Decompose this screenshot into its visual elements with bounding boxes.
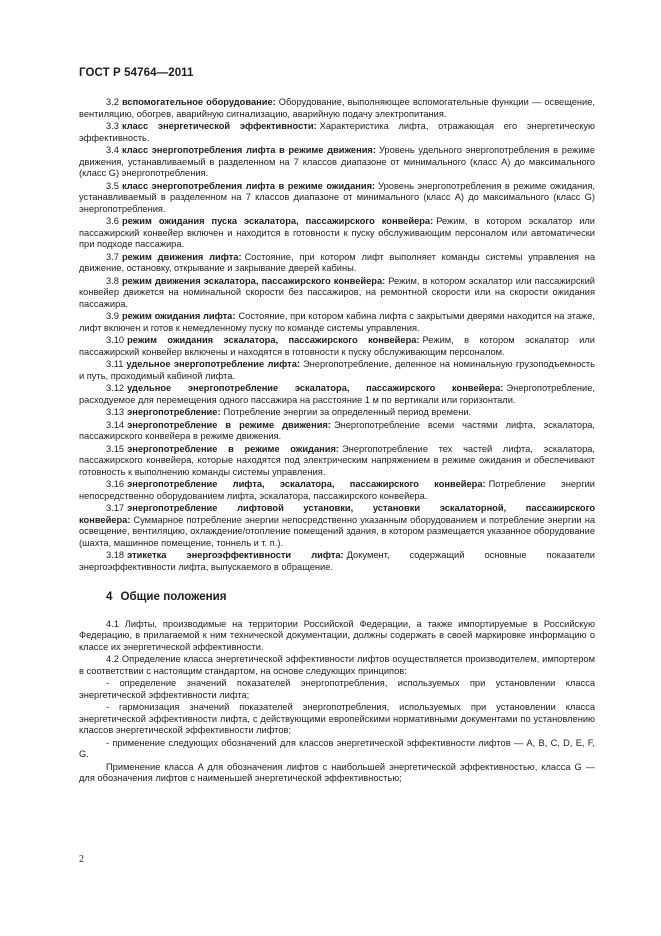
- definition-term: режим движения эскалатора, пассажирского конвейера:: [121, 275, 386, 286]
- definition-number: 3.7: [106, 251, 119, 262]
- definition-text: Режим, в котором эскалатор или пассажирский конвейер движется на номинальной скорости без пассажиров, на ремонтной скорости или на скорости ожидания пассажира.: [79, 275, 596, 309]
- definition-number: 3.18: [106, 550, 125, 560]
- definition-paragraph: [79, 121, 595, 144]
- definition-term: энергопотребление:: [127, 407, 221, 417]
- definition-text: Уровень энергопотребления в режиме ожидания, устанавливаемый в разделенном на 7 классов диапазоне от минимального (класс A) до максимального (класс G) энергопотребления.: [79, 180, 595, 214]
- definition-paragraph: [79, 420, 595, 443]
- section-paragraph: - определение значений показателей энергопотребления, используемых при установлении класса энергетической эффективности лифта;: [79, 678, 595, 700]
- definition-term: вспомогательное оборудование:: [121, 97, 276, 107]
- definition-number: 3.8: [106, 275, 119, 286]
- definition-number: 3.6: [106, 216, 119, 226]
- definition-term: удельное энергопотребление эскалатора, пассажирского конвейера:: [127, 383, 504, 393]
- definition-paragraph: [79, 479, 595, 502]
- definition-term: класс энергопотребления лифта в режиме ожидания:: [121, 180, 376, 191]
- definition-paragraph: [79, 335, 595, 358]
- section-heading: [79, 591, 595, 603]
- definition-term: энергопотребление лифтовой установки, установки эскалаторной, пассажирского конвейера:: [79, 503, 595, 525]
- definition-term: энергопотребление в режиме движения:: [127, 419, 331, 430]
- definition-number: 3.13: [106, 407, 125, 417]
- document-body: [79, 97, 595, 786]
- definition-term: режим ожидания эскалатора, пассажирского конвейера:: [127, 335, 420, 345]
- definition-paragraph: [79, 252, 595, 275]
- definition-text: Состояние, при котором кабина лифта с закрытыми дверями находится на этаже, лифт включен и готов к немедленному пуску по команде системы управления.: [79, 311, 595, 333]
- page-number: 2: [79, 854, 84, 865]
- definition-text: Энергопотребление тех частей лифта, эскалатора, пассажирского конвейера, которые находятся под электрическим напряжением в режиме ожидания и обеспечивают готовность к выполнению команды системы управления.: [79, 443, 595, 477]
- section-title-text: Общие положения: [120, 590, 227, 603]
- definition-paragraph: [79, 276, 595, 311]
- document-header: ГОСТ Р 54764—2011: [79, 67, 194, 79]
- definition-paragraph: [79, 383, 595, 406]
- definition-term: режим движения лифта:: [121, 251, 242, 262]
- definition-number: 3.4: [106, 145, 119, 155]
- definition-text: Режим, в котором эскалатор или пассажирский конвейер включены и находятся в готовности к пуску обслуживающим персоналом.: [79, 335, 595, 357]
- definition-number: 3.3: [106, 121, 119, 131]
- section-paragraph: 4.1 Лифты, производимые на территории Российской Федерации, а также импортируемые в Российскую Федерацию, в прилагаемой к ним технической документации, должны содержать в своей маркировке информацию о классе их энергетической эффективности.: [79, 618, 595, 652]
- section-paragraph: Применение класса A для обозначения лифтов с наибольшей энергетической эффективностью, класса G — для обозначения лифтов с наименьшей энергетической эффективностью;: [79, 761, 595, 783]
- definition-number: 3.16: [106, 479, 125, 489]
- definition-text: Потребление энергии за определенный период времени.: [223, 407, 472, 417]
- definition-paragraph: [79, 503, 595, 549]
- section-paragraph: 4.2 Определение класса энергетической эффективности лифтов осуществляется производителем, импортером в соответствии с настоящим стандартом, на основе следующих принципов:: [79, 654, 595, 676]
- definition-text: Режим, в котором эскалатор или пассажирский конвейер включен и находится в готовности к пуску обслуживающим персоналом или автоматически при подходе пассажира.: [79, 216, 596, 249]
- definition-paragraph: [79, 407, 595, 419]
- definition-paragraph: [79, 216, 595, 251]
- section-number: 4: [106, 590, 113, 603]
- definition-paragraph: [79, 311, 595, 334]
- definition-text: Характеристика лифта, отражающая его энергетическую эффективность.: [79, 121, 595, 143]
- definition-term: класс энергопотребления лифта в режиме движения:: [121, 145, 376, 155]
- definition-text: Энергопотребление, деленное на номинальную грузоподъемность и путь, проходимый кабиной лифта.: [79, 359, 595, 381]
- definition-paragraph: [79, 97, 595, 120]
- definitions-list: [79, 97, 595, 573]
- definition-term: удельное энергопотребление лифта:: [126, 359, 300, 369]
- definition-term: класс энергетической эффективности:: [121, 121, 317, 131]
- definition-term: режим ожидания пуска эскалатора, пассажирского конвейера:: [121, 216, 434, 226]
- definition-paragraph: [79, 359, 595, 382]
- definition-number: 3.17: [106, 503, 125, 513]
- definition-term: этикетка энергоэффективности лифта:: [127, 550, 344, 560]
- definition-term: режим ожидания лифта:: [121, 311, 236, 321]
- definition-number: 3.11: [106, 359, 124, 369]
- definition-text: Потребление энергии непосредственно оборудованием лифта, эскалатора, пассажирского конвейера.: [79, 479, 595, 501]
- definition-text: Состояние, при котором лифт выполняет команды системы управления на движение, остановку, открывание и закрывание дверей кабины.: [79, 251, 595, 273]
- definition-number: 3.5: [106, 180, 119, 191]
- definition-text: Документ, содержащий основные показатели энергоэффективности лифта, выпускаемого в обращение.: [79, 550, 595, 572]
- definition-text: Энергопотребление, расходуемое для перемещения одного пассажира на расстояние 1 м по вертикали или горизонтали.: [79, 383, 595, 405]
- definition-text: Уровень удельного энергопотребления в режиме движения, устанавливаемый в разделенном на 7 классов диапазоне от минимального (класс A) до максимального (класс G) энергопотребления.: [79, 145, 595, 178]
- definition-number: 3.2: [106, 97, 119, 107]
- definition-paragraph: [79, 444, 595, 479]
- definition-number: 3.15: [106, 443, 125, 454]
- definition-number: 3.14: [106, 419, 125, 430]
- definition-paragraph: [79, 550, 595, 573]
- definition-number: 3.9: [106, 311, 119, 321]
- definition-text: Суммарное потребление энергии непосредственно указанным оборудованием и потребление энергии на освещение, вентиляцию, охлаждение/отопление помещений здания, в котором размещается указанное оборудование (шахта, машинное помещение, тоннель и т. п.).: [79, 514, 595, 548]
- definition-paragraph: [79, 145, 595, 180]
- section-paragraphs: [79, 619, 595, 785]
- definition-paragraph: [79, 181, 595, 216]
- definition-text: Оборудование, выполняющее вспомогательные функции — освещение, вентиляцию, обогрев, аварийную сигнализацию, аварийную подачу электропитания.: [79, 97, 596, 119]
- definition-number: 3.10: [106, 335, 125, 345]
- definition-term: энергопотребление лифта, эскалатора, пассажирского конвейера:: [127, 479, 486, 489]
- definition-term: энергопотребление в режиме ожидания:: [127, 443, 339, 454]
- section-paragraph: - гармонизация значений показателей энергопотребления, используемых при установлении класса энергетической эффективности лифта, с действующими европейскими нормативными документами по установлению классов энергетической эффективности лифтов;: [79, 702, 595, 735]
- section-paragraph: - применение следующих обозначений для классов энергетической эффективности лифтов — A, B, C, D, E, F, G.: [79, 737, 595, 759]
- definition-text: Энергопотребление всеми частями лифта, эскалатора, пассажирского конвейера в режиме движения.: [79, 419, 595, 441]
- definition-number: 3.12: [106, 383, 125, 393]
